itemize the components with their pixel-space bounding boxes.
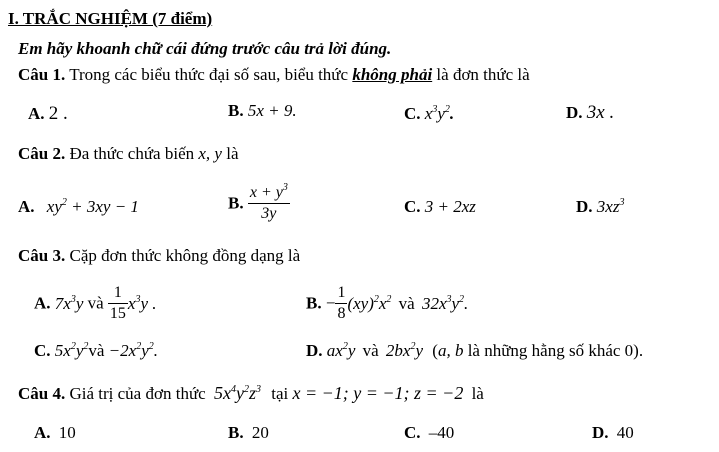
- question-2: [18, 144, 239, 164]
- q1-option-c[interactable]: [404, 104, 454, 124]
- section-heading: I. TRẮC NGHIỆM (7 điểm): [8, 9, 213, 28]
- q3-label: Câu 3.: [18, 246, 66, 265]
- q3-b-fraction: $\frac{1}{8}$: [337, 284, 346, 322]
- q2-option-d[interactable]: [576, 197, 624, 217]
- q2-text: Đa thức chứa biến: [69, 144, 195, 163]
- instruction: Em hãy khoanh chữ cái đứng trước câu trả lời đúng.: [18, 39, 392, 58]
- q1-c-text: $x^3y^2$.: [424, 104, 455, 123]
- q3-option-d[interactable]: D. $ax^2y$ và $2bx^2y$ (a, b là những hằng số khác 0).: [306, 341, 644, 360]
- q2-d-label: D.: [576, 197, 593, 216]
- question-1: [18, 65, 530, 85]
- q4-option-c[interactable]: [404, 423, 454, 443]
- q2-a-text: $xy^2 + 3xy - 1$: [46, 197, 139, 216]
- q1-d-label: D.: [566, 103, 583, 122]
- q4-option-d[interactable]: [592, 423, 634, 443]
- q2-vars: x, y: [198, 144, 222, 163]
- q2-b-label: B.: [228, 193, 244, 213]
- q1-c-label: C.: [404, 104, 421, 123]
- q1-option-b[interactable]: [228, 101, 297, 121]
- q2-option-b[interactable]: [228, 183, 290, 224]
- q1-option-d[interactable]: [566, 103, 614, 123]
- q2-c-text: 3 + 2xz: [424, 197, 476, 216]
- q3-b-label: B.: [306, 293, 322, 313]
- question-3: [18, 246, 300, 266]
- q2-b-fraction: $\frac{x + y^3}{3y}$: [249, 182, 288, 222]
- q3-option-a[interactable]: A. $7x^3y$ và $\frac{1}{15}$ $x^3y$ .: [34, 284, 157, 322]
- q4-monomial: $5x^4y^2z^3$: [213, 383, 261, 403]
- q1-text-before: Trong các biểu thức đại số sau, biểu thức: [69, 65, 349, 84]
- q2-option-c[interactable]: [404, 197, 476, 217]
- q2-c-label: C.: [404, 197, 421, 216]
- question-4: Câu 4. Giá trị của đơn thức $5x^4y^2z^3$ tại x = −1; y = −1; z = −2 là: [18, 383, 484, 403]
- q1-label: Câu 1.: [18, 65, 66, 84]
- q1-b-label: B.: [228, 101, 244, 120]
- q1-b-text: 5x + 9.: [247, 101, 297, 120]
- q3-option-c[interactable]: C. $5x^2y^2và -2x^2y^2$.: [34, 341, 158, 360]
- q4-b-text: 20: [251, 423, 269, 442]
- q1-emphasis: không phải: [352, 65, 433, 84]
- q4-d-label: D.: [592, 423, 609, 442]
- q2-option-a[interactable]: [18, 197, 139, 217]
- q4-b-label: B.: [228, 423, 244, 442]
- q1-d-text: 3x .: [586, 102, 615, 123]
- q2-d-text: $3xz^3$: [596, 197, 625, 216]
- q1-option-a[interactable]: [28, 104, 68, 124]
- q1-a-text: 2 .: [48, 103, 68, 124]
- q4-option-b[interactable]: [228, 423, 269, 443]
- q3-a-fraction: $\frac{1}{15}$: [109, 284, 126, 322]
- q3-d-label: D.: [306, 341, 323, 360]
- q4-condition: x = −1; y = −1; z = −2: [292, 383, 464, 403]
- q4-a-label: A.: [34, 423, 51, 442]
- q4-text: Giá trị của đơn thức: [69, 384, 206, 403]
- q4-a-text: 10: [58, 423, 76, 442]
- q3-option-b[interactable]: B. − $\frac{1}{8}$ $(xy)^2x^2$ và $32x^3y^2$.: [306, 284, 469, 322]
- q2-label: Câu 2.: [18, 144, 66, 163]
- q2-a-label: A.: [18, 197, 35, 216]
- q4-c-label: C.: [404, 423, 421, 442]
- q4-c-text: –40: [428, 423, 455, 442]
- q3-a-label: A.: [34, 293, 51, 313]
- q4-d-text: 40: [616, 423, 634, 442]
- q3-text: Cặp đơn thức không đồng dạng là: [69, 246, 301, 265]
- q1-text-after: là đơn thức là: [436, 65, 530, 84]
- q4-label: Câu 4.: [18, 384, 66, 403]
- q4-option-a[interactable]: [34, 423, 76, 443]
- q1-a-label: A.: [28, 104, 45, 123]
- q2-text-after: là: [226, 144, 239, 163]
- q3-c-label: C.: [34, 341, 51, 360]
